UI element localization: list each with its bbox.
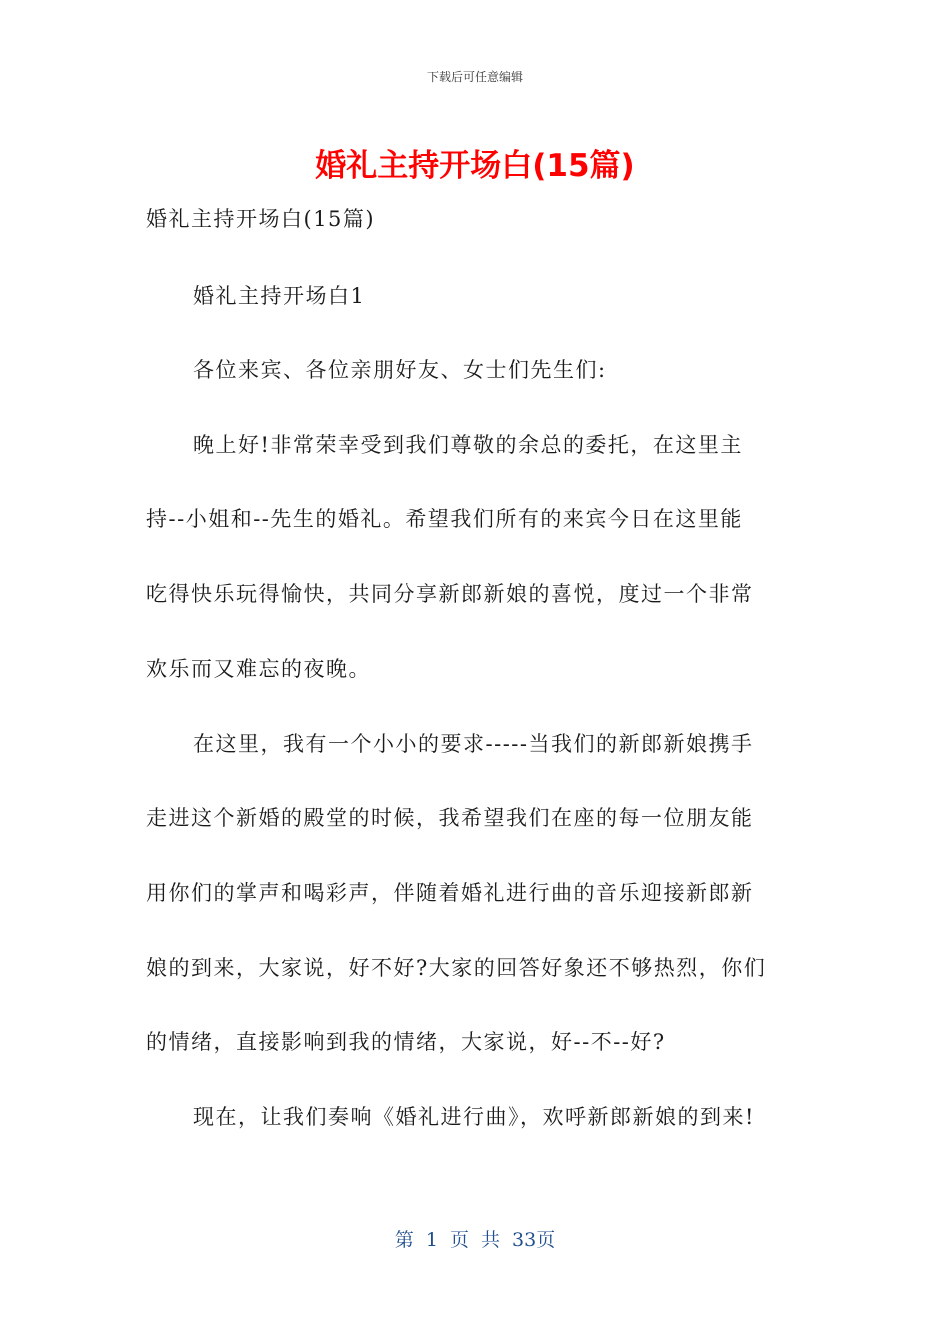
paragraph-line: 吃得快乐玩得愉快，共同分享新郎新娘的喜悦，度过一个非常 [146, 582, 754, 606]
paragraph-line: 在这里，我有一个小小的要求-----当我们的新郎新娘携手 [193, 732, 754, 756]
section-heading: 婚礼主持开场白1 [193, 284, 366, 308]
paragraph-line: 走进这个新婚的殿堂的时候，我希望我们在座的每一位朋友能 [146, 806, 754, 830]
paragraph-line: 现在，让我们奏响《婚礼进行曲》，欢呼新郎新娘的到来! [193, 1105, 755, 1129]
paragraph-line: 娘的到来，大家说，好不好?大家的回答好象还不够热烈，你们 [146, 956, 767, 980]
header-note: 下载后可任意编辑 [426, 70, 523, 84]
paragraph-line: 欢乐而又难忘的夜晚。 [146, 657, 371, 681]
document-title: 婚礼主持开场白(15篇) [315, 148, 635, 184]
paragraph-line: 用你们的掌声和喝彩声，伴随着婚礼进行曲的音乐迎接新郎新 [146, 881, 754, 905]
paragraph-line: 晚上好!非常荣幸受到我们尊敬的余总的委托，在这里主 [193, 433, 743, 457]
paragraph-line: 各位来宾、各位亲朋好友、女士们先生们: [193, 358, 607, 382]
paragraph-line: 持--小姐和--先生的婚礼。希望我们所有的来宾今日在这里能 [146, 507, 743, 531]
document-subtitle: 婚礼主持开场白(15篇) [146, 207, 376, 231]
page-number: 第 1 页 共 33页 [394, 1229, 556, 1251]
paragraph-line: 的情绪，直接影响到我的情绪，大家说，好--不--好? [146, 1030, 666, 1054]
